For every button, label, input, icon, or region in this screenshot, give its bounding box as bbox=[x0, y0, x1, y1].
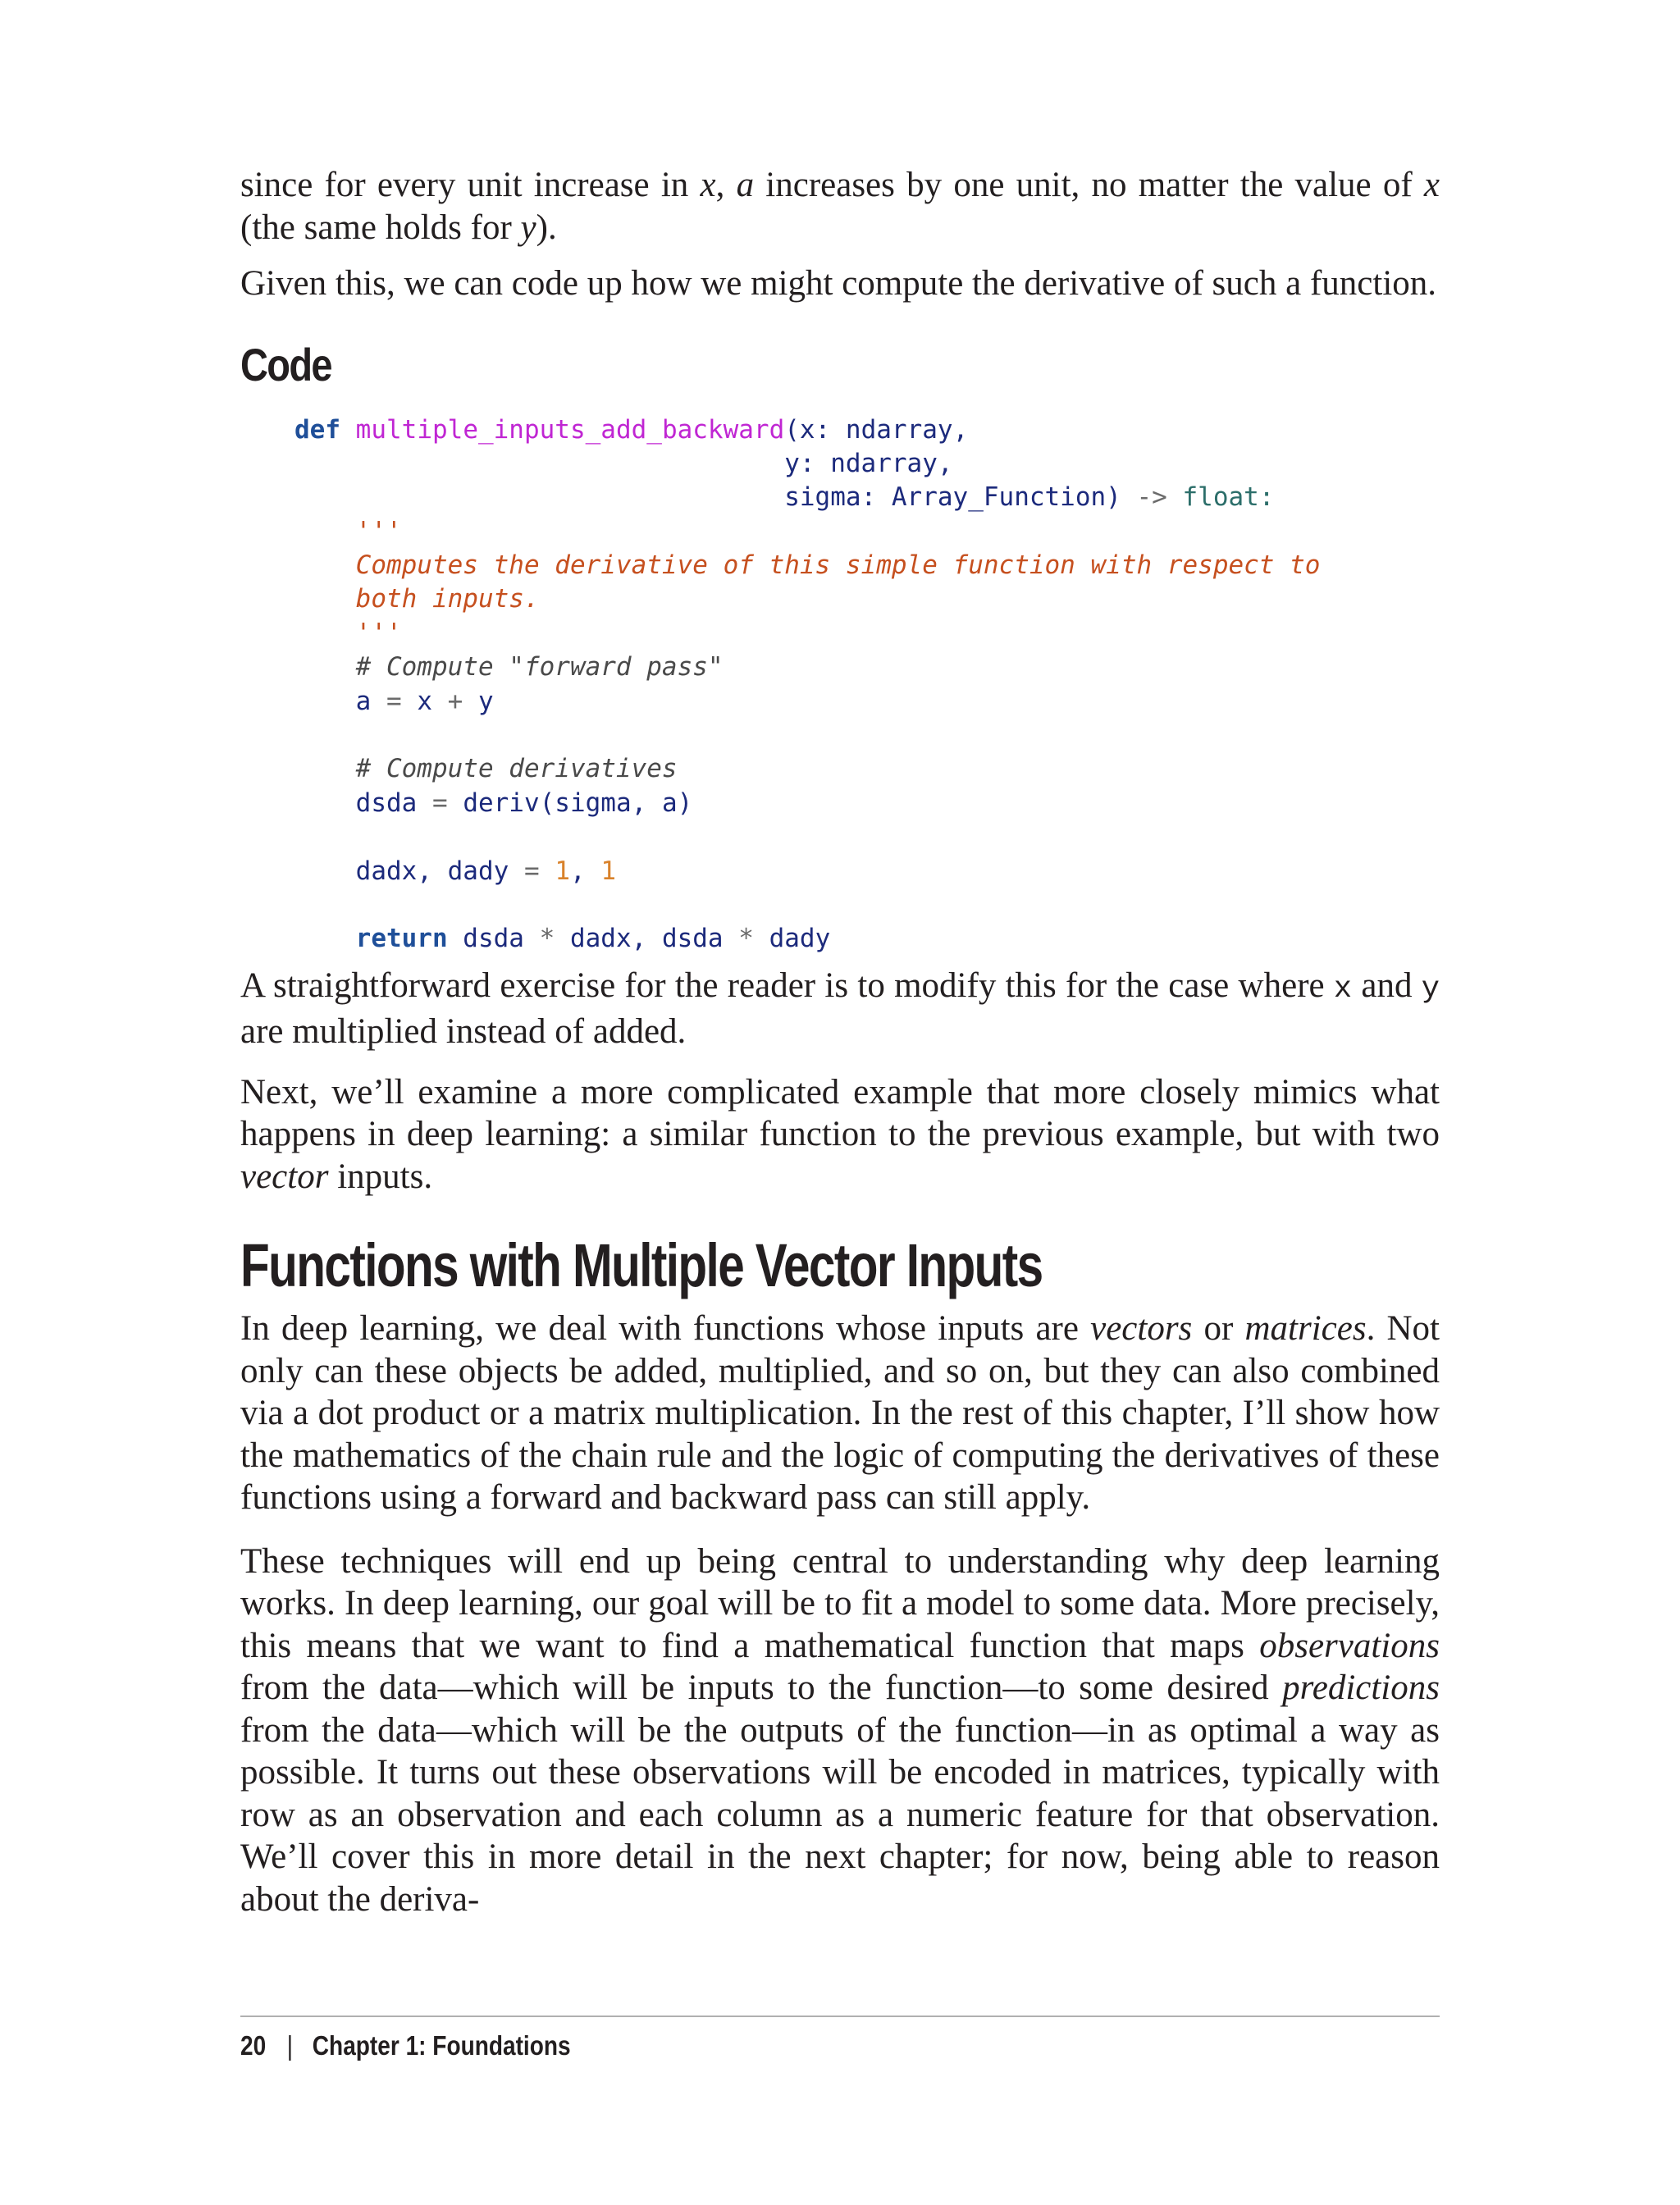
math-var-a: a bbox=[736, 166, 755, 204]
code-line: # Compute derivatives bbox=[294, 754, 678, 784]
section-paragraph-2: These techniques will end up being central to understanding why deep learning works. In deep learning, our goal will be to fit a model to some data. More precisely, this means that we want to find a mathematical function that maps observations from the data—which will be inputs to the function—to some desired predictions from the data—which will be the outputs of the function—in as optimal a way as possible. It turns out these observations will be encoded in matrices, typically with row as an observation and each column as a numeric feature for that observation. We’ll cover this in more detail in the next chapter; for now, being able to reason about the deriva- bbox=[240, 1541, 1440, 1919]
code-line: sigma: Array_Function) -> float: bbox=[294, 482, 1275, 513]
code-line: dsda = deriv(sigma, a) bbox=[294, 788, 693, 818]
inline-code-y: y bbox=[1421, 971, 1440, 1007]
code-line: y: ndarray, bbox=[294, 448, 953, 478]
code-block bbox=[294, 413, 1440, 956]
code-line: def multiple_inputs_add_backward(x: ndarray, bbox=[294, 414, 969, 445]
code-blank-line bbox=[294, 888, 1440, 922]
code-heading: Code bbox=[240, 338, 331, 390]
code-blank-line bbox=[294, 719, 1440, 752]
inline-code-x: x bbox=[1333, 971, 1353, 1007]
code-line: Computes the derivative of this simple function with respect to bbox=[294, 550, 1321, 581]
code-line: both inputs. bbox=[294, 584, 540, 614]
section-heading: Functions with Multiple Vector Inputs bbox=[240, 1231, 1043, 1300]
code-line: ''' bbox=[294, 618, 402, 648]
math-var-x: x bbox=[1423, 166, 1440, 204]
intro-paragraph-1: since for every unit increase in x, a increases by one unit, no matter the value of x (the same holds for y). bbox=[240, 166, 1440, 247]
code-line: # Compute "forward pass" bbox=[294, 652, 724, 682]
section-paragraph-1: In deep learning, we deal with functions whose inputs are vectors or matrices. Not only can these objects be added, multiplied, and so on, but they can also combined via a dot product or a matrix multiplication. In the rest of this chapter, I’ll show how the mathematics of the chain rule and the logic of computing the derivatives of these functions using a forward and backward pass can still apply. bbox=[240, 1309, 1440, 1518]
code-line: a = x + y bbox=[294, 686, 494, 716]
math-var-y: y bbox=[520, 208, 536, 247]
footer-divider bbox=[240, 2016, 1440, 2017]
page-content bbox=[240, 164, 1440, 1920]
code-line: dadx, dady = 1, 1 bbox=[294, 856, 616, 886]
page-number: 20 bbox=[240, 2030, 267, 2061]
after-code-paragraph-2: Next, we’ll examine a more complicated example that more closely mimics what happens in deep learning: a similar function to the previous example, but with two vector inputs. bbox=[240, 1072, 1440, 1196]
intro-paragraph-2: Given this, we can code up how we might compute the derivative of such a function. bbox=[240, 264, 1437, 303]
code-line: return dsda * dadx, dsda * dady bbox=[355, 924, 831, 954]
code-line: ''' bbox=[294, 516, 402, 546]
code-blank-line bbox=[294, 820, 1440, 854]
math-var-x: x bbox=[700, 166, 716, 204]
footer-separator: | bbox=[286, 2030, 294, 2061]
after-code-paragraph-1: A straightforward exercise for the reader is to modify this for the case where x and y are multiplied instead of added. bbox=[240, 966, 1440, 1052]
chapter-title: Chapter 1: Foundations bbox=[312, 2030, 571, 2061]
page-footer bbox=[240, 2029, 571, 2062]
